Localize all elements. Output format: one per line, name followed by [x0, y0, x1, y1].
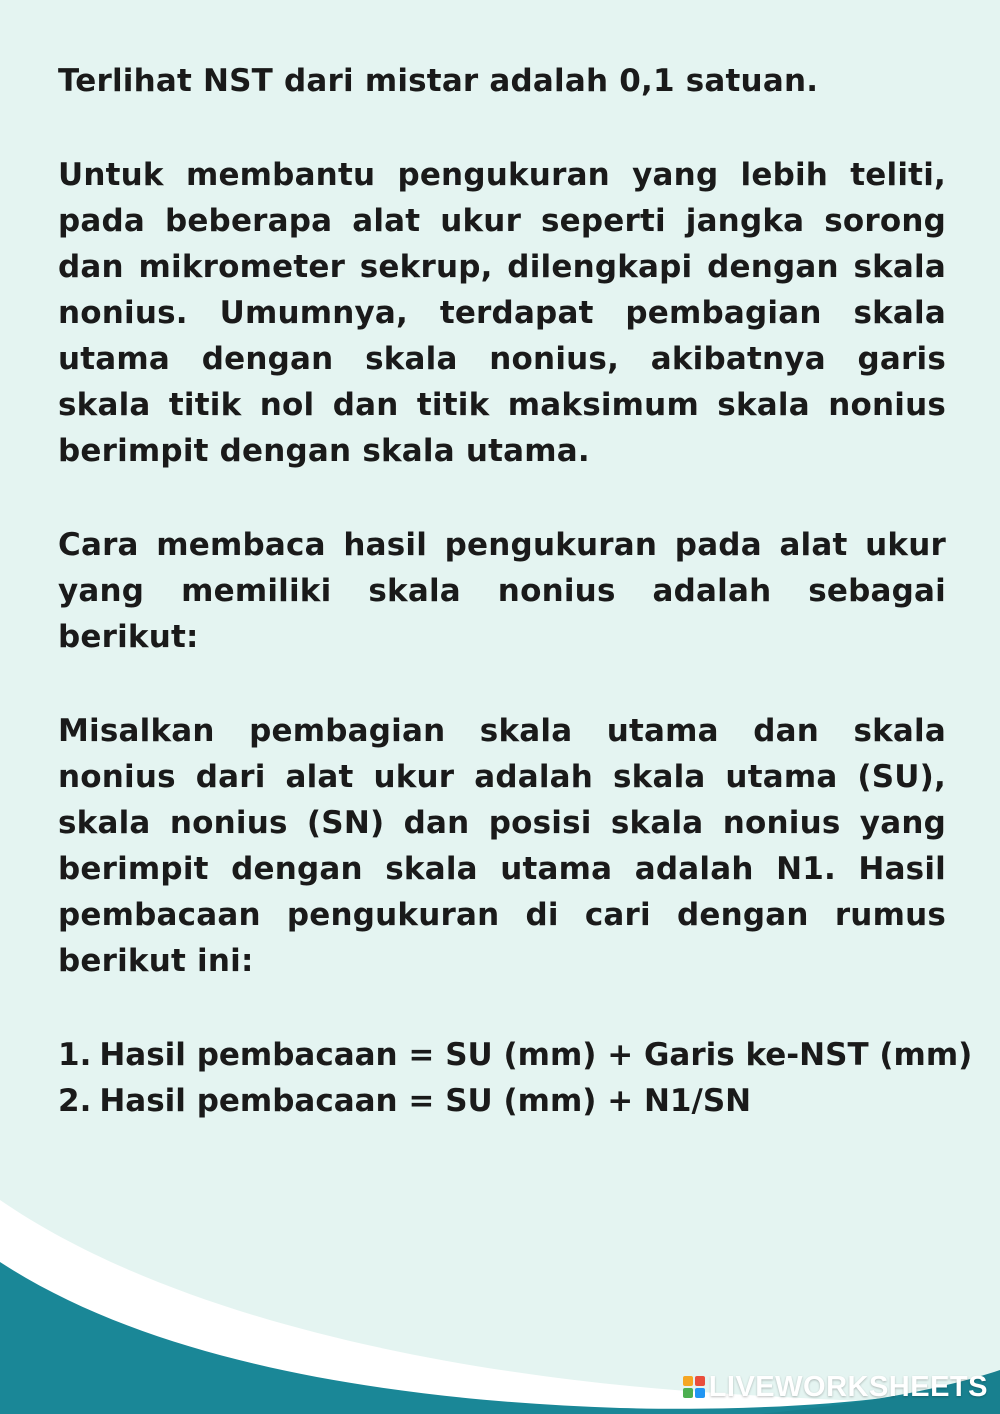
paragraph-reading-method: Cara membaca hasil pengukuran pada alat ukur yang memiliki skala nonius adalah sebagai berikut: [58, 527, 946, 655]
formula-number: 1. [58, 1037, 92, 1073]
formula-item-2 [58, 1078, 946, 1124]
liveworksheets-watermark[interactable] [683, 1370, 988, 1404]
formula-text: Hasil pembacaan = SU (mm) + N1/SN [99, 1083, 752, 1119]
paragraph-nst-intro: Terlihat NST dari mistar adalah 0,1 satuan. [58, 63, 819, 99]
paragraph-nonius-explanation: Untuk membantu pengukuran yang lebih teliti, pada beberapa alat ukur seperti jangka sorong dan mikrometer sekrup, dilengkapi dengan skala nonius. Umumnya, terdapat pembagian skala utama dengan skala nonius, akibatnya garis skala titik nol dan titik maksimum skala nonius berimpit dengan skala utama. [58, 157, 946, 469]
formula-list [58, 1032, 973, 1124]
formula-number: 2. [58, 1083, 92, 1119]
paragraph-formula-setup: Misalkan pembagian skala utama dan skala nonius dari alat ukur adalah skala utama (SU), skala nonius (SN) dan posisi skala nonius yang berimpit dengan skala utama adalah N1. Hasil pembacaan pengukuran di cari dengan rumus berikut ini: [58, 713, 946, 979]
document-body [58, 58, 973, 1124]
formula-text: Hasil pembacaan = SU (mm) + Garis ke-NST (mm) [99, 1037, 973, 1073]
liveworksheets-logo-icon [683, 1376, 705, 1398]
watermark-text: LIVEWORKSHEETS [708, 1370, 988, 1403]
formula-item-1 [58, 1032, 973, 1078]
